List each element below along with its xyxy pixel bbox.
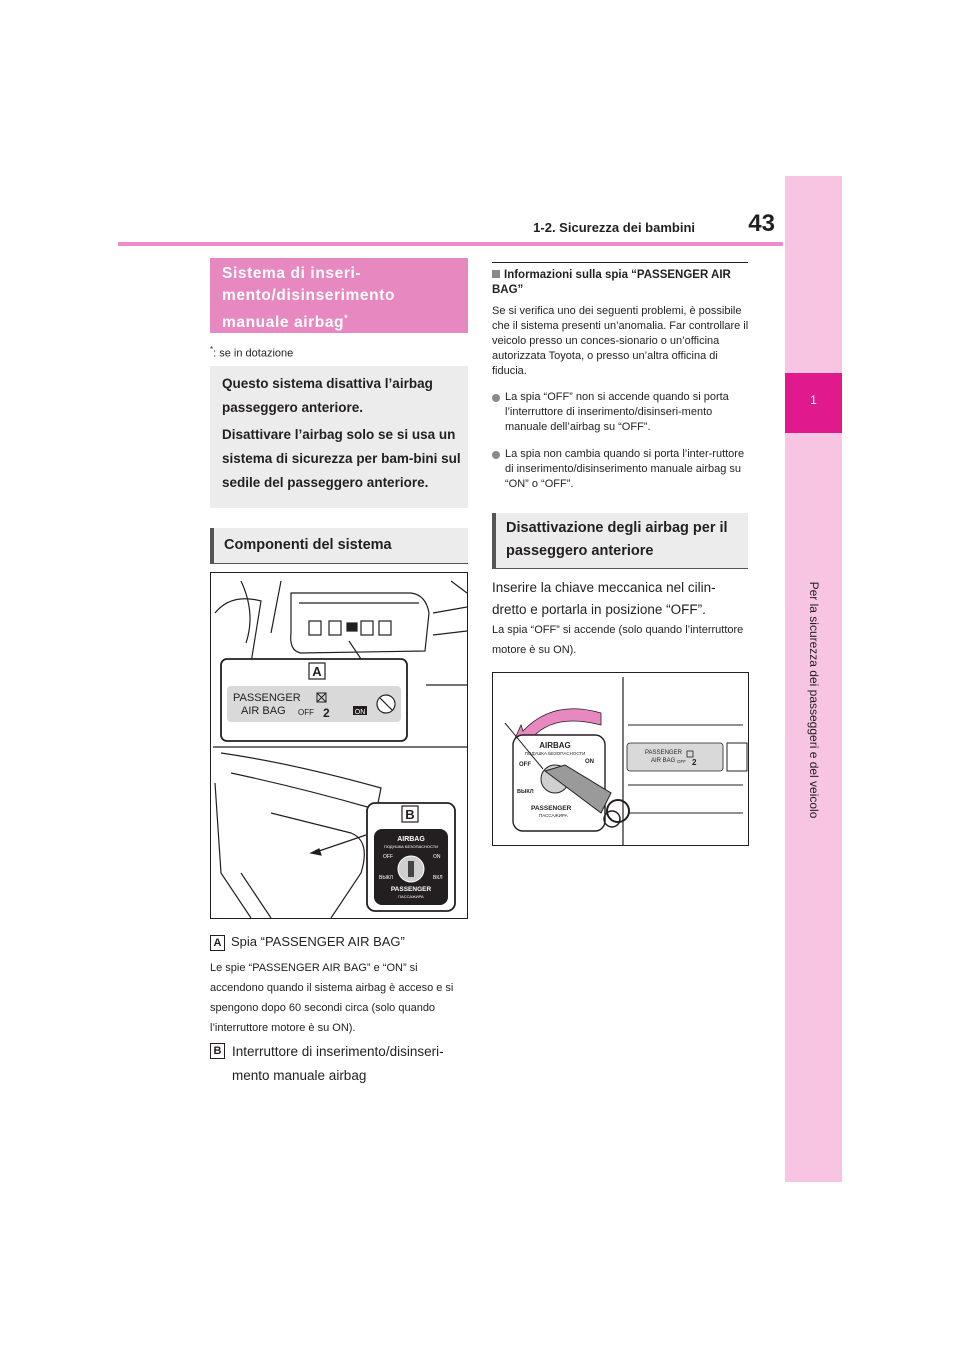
- indicator-airbag: AIR BAG: [651, 758, 676, 764]
- key-switch-illustration: [493, 673, 749, 846]
- header-rule: [118, 242, 783, 246]
- indicator-passenger: PASSENGER: [233, 692, 301, 704]
- dashboard-illustration: [211, 573, 468, 919]
- switch-airbag: AIRBAG: [397, 836, 425, 843]
- bullet-dot-icon: [492, 394, 500, 402]
- indicator-off: OFF: [677, 759, 686, 764]
- bullet-text: La spia “OFF” non si accende quando si porta l’interruttore di inserimento/disinseri-mento manuale dell’airbag su “OFF”.: [505, 391, 729, 433]
- intro-paragraph-2: Disattivare l’airbag solo se si usa un sistema di sicurezza per bam-bini sul sedile del passeggero anteriore.: [222, 427, 461, 490]
- indicator-passenger: PASSENGER: [645, 750, 682, 756]
- callout-b-letter: B: [405, 807, 415, 822]
- switch-airbag: AIRBAG: [539, 741, 571, 750]
- info-rule: [492, 262, 748, 263]
- chapter-label: Per la sicurezza dei passeggeri e del veicolo: [807, 581, 821, 819]
- main-heading-line1: Sistema di inseri-: [222, 265, 362, 282]
- switch-on: ON: [433, 854, 441, 860]
- switch-passenger: PASSENGER: [531, 805, 572, 812]
- key-turn-figure: [492, 672, 749, 846]
- svg-text:2: 2: [323, 706, 330, 720]
- legend-b-title: Interruttore di inserimento/disinseri-mento manuale airbag: [232, 1044, 444, 1083]
- info-heading-text: Informazioni sulla spia “PASSENGER AIR BAG”: [492, 269, 731, 296]
- intro-paragraph-1: Questo sistema disattiva l’airbag passeggero anteriore.: [222, 376, 433, 415]
- chapter-label-wrap: [778, 581, 850, 819]
- svg-text:2: 2: [692, 758, 697, 767]
- chapter-number: 1: [810, 393, 817, 407]
- footnote-star: *: [210, 345, 214, 354]
- section-title: 1-2. Sicurezza dei bambini: [533, 220, 695, 235]
- components-heading-box: [210, 528, 468, 564]
- indicator-off: OFF: [298, 708, 314, 717]
- callout-a-pointer: [349, 641, 361, 659]
- legend-b-badge-wrap: [210, 1041, 225, 1059]
- components-heading: Componenti del sistema: [224, 537, 392, 553]
- switch-on-ru: ВКЛ: [433, 875, 443, 881]
- disable-heading: Disattivazione degli airbag per il passeggero anteriore: [506, 520, 728, 559]
- instruction-text: Inserire la chiave meccanica nel cilin-dretto e portarla in posizione “OFF”.: [492, 580, 716, 617]
- legend-b-badge: B: [210, 1043, 225, 1059]
- indicator-panel: [627, 743, 723, 771]
- switch-on: ON: [585, 759, 594, 765]
- legend-a-title: Spia “PASSENGER AIR BAG”: [231, 934, 405, 949]
- switch-passenger-ru: ПАССАЖИРА: [539, 813, 568, 818]
- main-heading: [210, 258, 468, 333]
- switch-off: OFF: [383, 854, 393, 860]
- legend-a: [210, 934, 405, 951]
- intro-box: [210, 366, 468, 508]
- system-components-figure: [210, 572, 468, 919]
- main-heading-line3: manuale airbag: [222, 314, 345, 332]
- footnote-marker: *: [344, 313, 349, 323]
- instruction-note: La spia “OFF” si accende (solo quando l’interruttore motore è su ON).: [492, 624, 744, 656]
- switch-off: OFF: [519, 762, 531, 768]
- legend-a-description: Le spie “PASSENGER AIR BAG” e “ON” si accendono quando il sistema airbag è acceso e si spengono dopo 60 secondi circa (solo quando l’interruttore motore è su ON).: [210, 962, 454, 1034]
- footnote: [210, 345, 293, 360]
- indicator-airbag: AIR BAG: [241, 705, 286, 717]
- bullet-dot-icon: [492, 451, 500, 459]
- disable-heading-box: [492, 513, 748, 569]
- legend-a-badge: A: [210, 935, 225, 951]
- switch-off-ru: ВЫКЛ: [517, 789, 534, 795]
- switch-passenger: PASSENGER: [390, 886, 432, 893]
- switch-off-ru: ВЫКЛ: [379, 875, 393, 881]
- info-square-icon: [492, 270, 500, 278]
- info-paragraph: Se si verifica uno dei seguenti problemi, è possibile che il sistema presenti un’anomalia. Far controllare il veicolo presso un conces-sionario o un’officina autorizzata Toyota, o presso un’altra officina di fiducia.: [492, 305, 749, 377]
- footnote-text: : se in dotazione: [213, 347, 294, 360]
- main-heading-line2: mento/disinserimento: [222, 287, 396, 304]
- bullet-text: La spia non cambia quando si porta l’inter-ruttore di inserimento/disinserimento manuale airbag su “ON” o “OFF”.: [505, 448, 745, 490]
- info-heading: [492, 268, 748, 298]
- page-number: 43: [748, 210, 775, 237]
- switch-airbag-ru: ПОДУШКА БЕЗОПАСНОСТИ: [383, 844, 439, 849]
- indicator-on: ON: [354, 709, 366, 716]
- switch-passenger-ru: ПАССАЖИРА: [398, 894, 424, 899]
- callout-a-letter: A: [312, 664, 322, 679]
- switch-airbag-ru: ПОДУШКА БЕЗОПАСНОСТИ: [524, 751, 586, 756]
